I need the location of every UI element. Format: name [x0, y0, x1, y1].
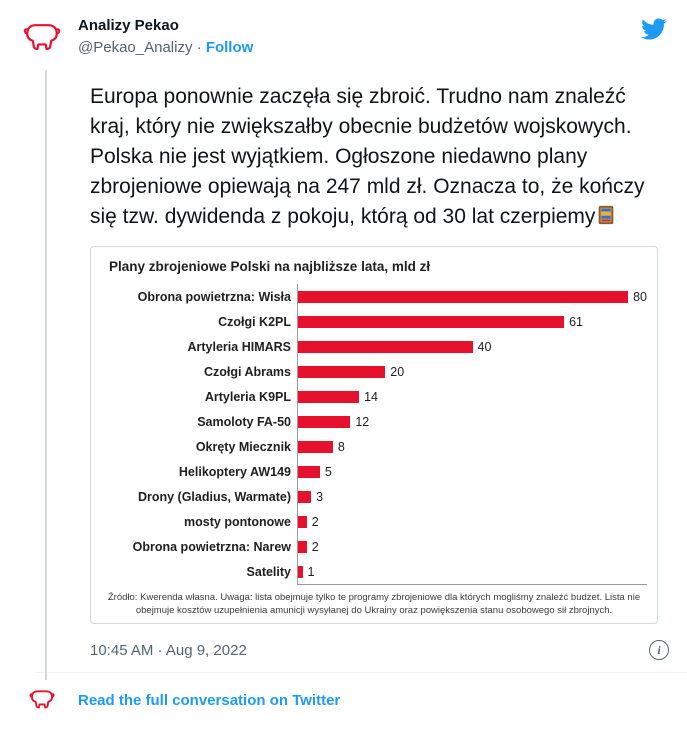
chart-bar-label: Artyleria HIMARS [187, 339, 291, 354]
chart-bar [298, 441, 333, 453]
chart-bar-label: Czołgi K2PL [218, 314, 291, 329]
chart-bar-area [297, 309, 647, 334]
follow-link[interactable]: Follow [205, 39, 254, 56]
tweet-text-content: Europa ponownie zaczęła się zbroić. Trudno nam znaleźć kraj, który nie zwiększałby obecnie budżetów wojskowych. Polska nie jest wyjątkiem. Ogłoszone niedawno plany zbrojeniowe opiewają na 247 mld zł. Oznacza to, że kończy się tzw. dywidenda z pokoju, którą od 30 lat czerpiemy [90, 85, 651, 228]
chart-bar [298, 341, 473, 353]
chart-bar-area [297, 409, 647, 434]
chart-bar-value: 12 [355, 414, 370, 429]
chart-bar [298, 516, 307, 528]
chart-bar [298, 491, 311, 503]
chart-bar-row [101, 359, 647, 384]
conversation-avatar [18, 685, 66, 715]
tweet-header [18, 14, 669, 62]
chart-bar-label: Helikoptery AW149 [178, 464, 291, 479]
avatar[interactable] [18, 14, 66, 62]
chart-bar-label: Drony (Gladius, Warmate) [137, 489, 291, 504]
chart-bar-area [297, 334, 647, 359]
read-conversation-link[interactable]: Read the full conversation on Twitter [78, 691, 341, 709]
chart-bar-area [297, 359, 647, 384]
chart-bar-label: Artyleria K9PL [204, 389, 291, 404]
chart-bar-row [101, 434, 647, 459]
chart-bar [298, 391, 359, 403]
chart-bar-value: 80 [633, 289, 647, 304]
chart-bar-value: 20 [390, 364, 405, 379]
chart-bar-area [297, 384, 647, 409]
chart-bar [298, 416, 350, 428]
chart-bar [298, 466, 320, 478]
chart-bar-area [297, 434, 647, 459]
chart-card [90, 246, 658, 624]
chart-bar-row [101, 534, 647, 559]
chart-bar-area [297, 559, 647, 584]
chart-bar [298, 566, 303, 578]
chart-bar-area [297, 284, 647, 309]
chart-bar-label: Obrona powietrzna: Wisła [137, 289, 291, 304]
chart-bar-area [297, 509, 647, 534]
chart-bar [298, 316, 564, 328]
chart-bar-label: Samoloty FA-50 [197, 414, 291, 429]
chart-bar-row [101, 409, 647, 434]
chart-bar-label: Obrona powietrzna: Narew [132, 539, 291, 554]
abacus-emoji [595, 203, 617, 227]
twitter-bird-icon[interactable] [639, 16, 669, 42]
chart-bar-label: mosty pontonowe [184, 514, 291, 529]
tweet-timestamp: 10:45 AM · Aug 9, 2022 [90, 641, 247, 659]
author-handle: @Pekao_Analizy [78, 39, 193, 56]
chart-bar-row [101, 484, 647, 509]
chart-bar-row [101, 309, 647, 334]
chart-title: Plany zbrojeniowe Polski na najbliższe lata, mld zł [109, 259, 431, 274]
chart-bar [298, 291, 628, 303]
chart-bar-value: 14 [364, 389, 378, 404]
chart-bar-value: 2 [311, 514, 319, 529]
author-block [78, 14, 253, 58]
chart-bar-value: 40 [477, 339, 492, 354]
chart-bar [298, 541, 307, 553]
chart-bar-label: Czołgi Abrams [203, 364, 291, 379]
tweet-text [90, 82, 669, 232]
chart-bar-value: 2 [311, 539, 319, 554]
chart-bars [101, 284, 647, 585]
author-handle-row [78, 38, 253, 58]
footer-divider [36, 672, 687, 673]
chart-bar-area [297, 534, 647, 559]
chart-bar-area [297, 484, 647, 509]
chart-bar-label: Satelity [246, 564, 291, 579]
tweet-footer [90, 640, 669, 660]
chart-bar-row [101, 459, 647, 484]
chart-bar-value: 3 [316, 489, 324, 504]
thread-line [45, 70, 47, 680]
chart-source-note: Źródło: Kwerenda własna. Uwaga: lista obejmuje tylko te programy zbrojeniowe dla których mogliśmy znaleźć budżet. Lista nie obejmuje kosztów uzupełnienia amunicji wysyłanej do Ukrainy oraz powiększenia stanu osobowego sił zbrojnych. [107, 592, 641, 616]
bison-logo-icon [20, 16, 64, 60]
chart-bar-value: 5 [324, 464, 332, 479]
chart-bar-area [297, 459, 647, 484]
author-display-name: Analizy Pekao [78, 17, 179, 34]
chart-bar-row [101, 334, 647, 359]
chart-bar-row [101, 384, 647, 409]
chart-bar-row [101, 509, 647, 534]
chart-x-axis [297, 584, 647, 585]
chart-bar [298, 366, 385, 378]
conversation-row [18, 685, 669, 715]
chart-bar-value: 1 [307, 564, 315, 579]
bison-logo-icon [25, 685, 59, 715]
chart-bar-row [101, 284, 647, 309]
chart-bar-value: 8 [337, 439, 345, 454]
chart-bar-value: 61 [569, 314, 584, 329]
chart-bar-label: Okręty Miecznik [195, 439, 291, 454]
chart-bar-row [101, 559, 647, 584]
info-icon[interactable]: i [649, 640, 669, 660]
handle-separator: · [196, 39, 202, 56]
